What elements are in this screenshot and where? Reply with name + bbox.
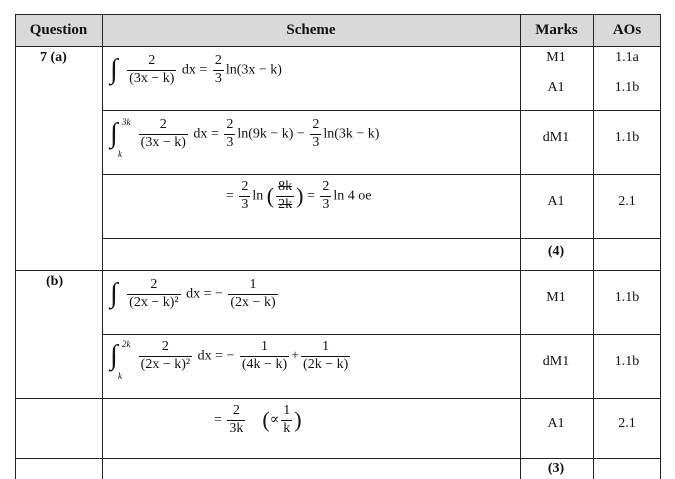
definite-integral-sign: ∫ 2k k [110,339,131,382]
question-label-7a: 7 (a) [40,50,67,65]
scheme-a-row3: = $\frac{2}{3}$ ln ( $\frac{8k}{2k}$ ) = $\frac{2}{3}$ ln 4 oe [226,179,372,212]
integral-sign: ∫ [110,54,118,86]
marks-b-total: (3) [547,461,565,476]
aos-a-row1-2: 1.1b [614,80,640,95]
marks-a-row2: dM1 [542,130,570,145]
marks-a-row1-m1: M1 [546,50,566,65]
header-scheme: Scheme [102,14,520,46]
integral-sign: ∫ [110,278,118,310]
aos-a-row2: 1.1b [614,130,640,145]
aos-b-row3: 2.1 [618,416,636,431]
scheme-b-row3: = $\frac{2}{3k}$ (∝ $\frac{1}{k}$ ) [214,403,302,436]
marks-a-total: (4) [547,244,565,259]
header-marks: Marks [520,14,593,46]
aos-b-row1: 1.1b [614,290,640,305]
scheme-b-row1: ∫ $\frac{2}{\text{(2x − k)²}}$ dx = − $\frac{1}{(2x - k)}$ [110,277,276,310]
scheme-a-row1: ∫ $\frac{2}{(3x - k)}$ dx = $\frac{2}{3}$ ln(3x − k) [110,53,282,86]
aos-b-row2: 1.1b [614,354,640,369]
question-label-7b: (b) [46,274,64,289]
marks-a-row1-a1: A1 [547,80,565,95]
definite-integral-sign: ∫ 3k k [110,117,131,160]
marks-b-row1: M1 [546,290,566,305]
marks-b-row3: A1 [547,416,565,431]
scheme-b-row2: ∫ 2k k $\frac{2}{\text{(2x − k)²}}$ dx = − $\frac{1}{(4k - k)}$ + $\frac{1}{(2k - k)}$ [110,339,349,382]
marks-b-row2: dM1 [542,354,570,369]
aos-a-row3: 2.1 [618,194,636,209]
header-aos: AOs [593,14,661,46]
marks-a-row3: A1 [547,194,565,209]
scheme-a-row2: ∫ 3k k $\frac{2}{(3x - k)}$ dx = $\frac{2}{3}$ ln(9k − k) − $\frac{2}{3}$ ln(3k − k) [110,117,380,160]
aos-a-row1-1: 1.1a [615,50,639,65]
header-question: Question [15,14,102,46]
